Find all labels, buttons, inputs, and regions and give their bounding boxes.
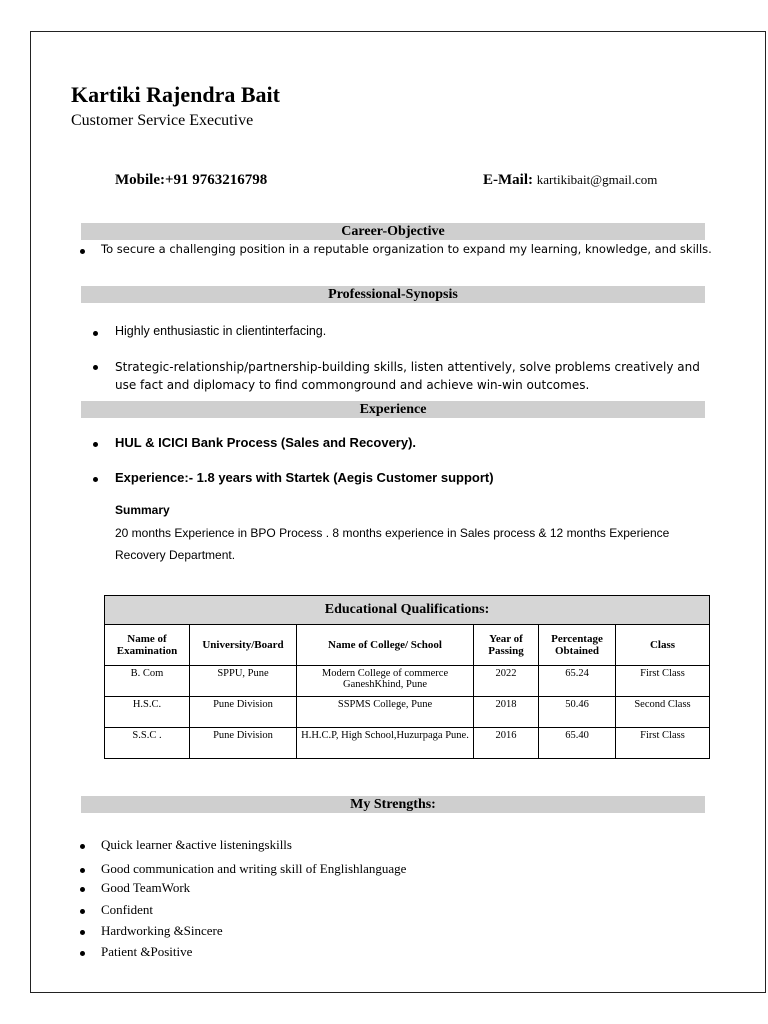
- table-row: [105, 697, 710, 728]
- table-cell: Modern College of commerce GaneshKhind, Pune: [297, 666, 474, 697]
- table-cell: Second Class: [616, 697, 710, 728]
- bullet-icon: [80, 930, 85, 935]
- bullet-icon: [93, 365, 98, 370]
- bullet-icon: [80, 951, 85, 956]
- table-cell: Pune Division: [190, 728, 297, 759]
- bullet-icon: [93, 477, 98, 482]
- strength-item: Hardworking &Sincere: [101, 923, 223, 938]
- table-header-row: [105, 625, 710, 666]
- table-row: [105, 728, 710, 759]
- career-objective-item: To secure a challenging position in a reputable organization to expand my learning, knowledge, and skills.: [101, 242, 712, 256]
- email-contact: [483, 172, 657, 189]
- column-header: Name of Examination: [105, 625, 190, 666]
- summary-heading: Summary: [115, 503, 170, 517]
- education-heading: Educational Qualifications:: [105, 596, 710, 625]
- bullet-icon: [80, 249, 85, 254]
- strengths-heading: My Strengths:: [81, 796, 705, 813]
- bullet-icon: [80, 844, 85, 849]
- column-header: University/Board: [190, 625, 297, 666]
- table-cell: 65.40: [539, 728, 616, 759]
- table-cell: H.S.C.: [105, 697, 190, 728]
- table-cell: S.S.C .: [105, 728, 190, 759]
- bullet-icon: [80, 887, 85, 892]
- strength-item: Quick learner &active listeningskills: [101, 837, 292, 852]
- table-cell: First Class: [616, 666, 710, 697]
- synopsis-item: Highly enthusiastic in clientinterfacing.: [115, 324, 327, 338]
- table-cell: 2022: [474, 666, 539, 697]
- mobile-contact: [115, 172, 267, 189]
- strength-item: Confident: [101, 902, 153, 917]
- resume-page: [30, 31, 766, 993]
- bullet-icon: [93, 331, 98, 336]
- strength-item: Good TeamWork: [101, 880, 191, 895]
- email-label: E-Mail:: [483, 172, 533, 188]
- mobile-label: Mobile:: [115, 172, 165, 188]
- job-title: Customer Service Executive: [71, 112, 254, 129]
- professional-synopsis-heading: Professional-Synopsis: [81, 286, 705, 303]
- table-cell: SPPU, Pune: [190, 666, 297, 697]
- table-cell: H.H.C.P, High School,Huzurpaga Pune.: [297, 728, 474, 759]
- mobile-value: +91 9763216798: [165, 172, 268, 188]
- column-header: Class: [616, 625, 710, 666]
- table-row: [105, 666, 710, 697]
- table-cell: First Class: [616, 728, 710, 759]
- synopsis-item: Strategic-relationship/partnership-building skills, listen attentively, solve problems creatively and use fact and diplomacy to find commonground and achieve win-win outcomes.: [115, 360, 700, 392]
- summary-text: 20 months Experience in BPO Process . 8 months experience in Sales process & 12 months Experience Recovery Department.: [115, 526, 670, 562]
- table-cell: 65.24: [539, 666, 616, 697]
- bullet-icon: [80, 909, 85, 914]
- experience-heading: Experience: [81, 401, 705, 418]
- table-cell: 50.46: [539, 697, 616, 728]
- career-objective-heading: Career-Objective: [81, 223, 705, 240]
- column-header: Name of College/ School: [297, 625, 474, 666]
- email-value: kartikibait@gmail.com: [536, 172, 658, 187]
- column-header: Percentage Obtained: [539, 625, 616, 666]
- table-cell: B. Com: [105, 666, 190, 697]
- education-table: [104, 595, 710, 759]
- table-cell: 2016: [474, 728, 539, 759]
- table-cell: 2018: [474, 697, 539, 728]
- bullet-icon: [93, 442, 98, 447]
- experience-item: Experience:- 1.8 years with Startek (Aegis Customer support): [115, 470, 494, 485]
- experience-item: HUL & ICICI Bank Process (Sales and Recovery).: [115, 435, 417, 450]
- bullet-icon: [80, 868, 85, 873]
- table-cell: Pune Division: [190, 697, 297, 728]
- candidate-name: Kartiki Rajendra Bait: [71, 82, 280, 107]
- strength-item: Patient &Positive: [101, 944, 193, 959]
- table-cell: SSPMS College, Pune: [297, 697, 474, 728]
- column-header: Year of Passing: [474, 625, 539, 666]
- strength-item: Good communication and writing skill of Englishlanguage: [101, 861, 407, 876]
